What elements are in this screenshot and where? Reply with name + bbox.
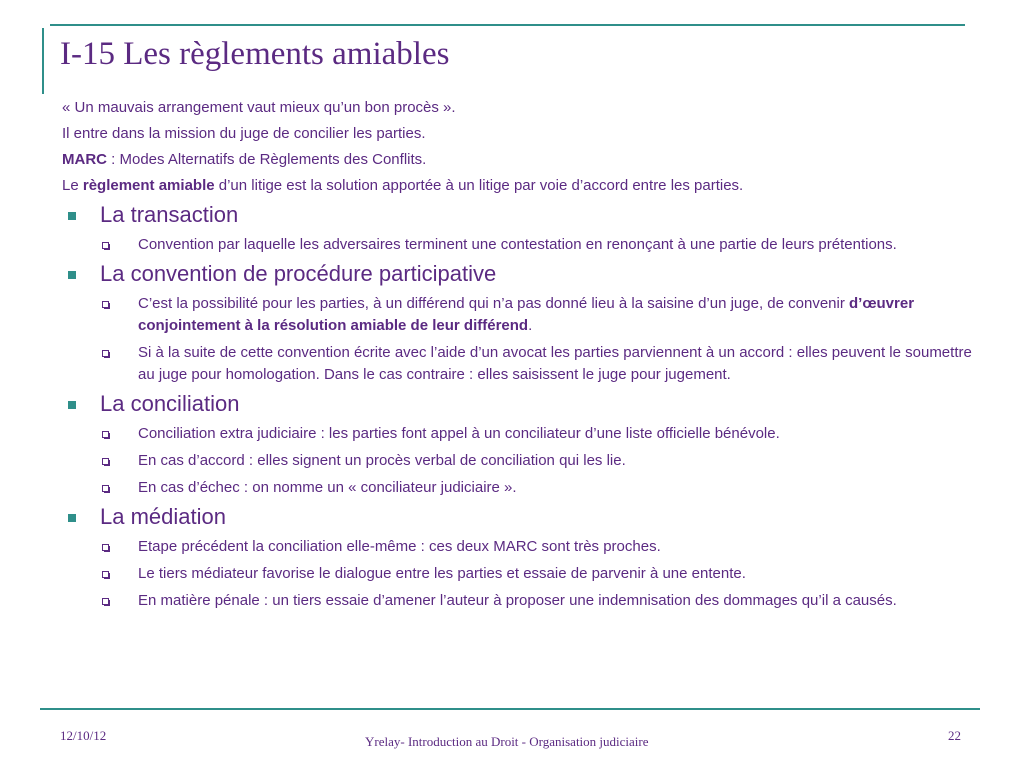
list-item bbox=[62, 477, 988, 499]
hollow-square-bullet-icon bbox=[102, 242, 109, 249]
marc-term: MARC bbox=[62, 151, 107, 168]
page-number: 22 bbox=[948, 728, 961, 743]
list-item-text: En cas d’accord : elles signent un procès verbal de conciliation qui les lie. bbox=[138, 452, 626, 469]
bottom-rule bbox=[40, 708, 980, 710]
list-item bbox=[62, 450, 988, 472]
section-heading bbox=[62, 202, 1002, 228]
list-item-text: Si à la suite de cette convention écrite avec l’aide d’un avocat les parties parviennent à un accord : elles peuvent le soumettre au juge pour homologation. Dans le cas contraire : elles saisissent le juge pour jugement. bbox=[138, 344, 972, 383]
list-item bbox=[62, 590, 988, 612]
square-bullet-icon bbox=[68, 401, 76, 409]
hollow-square-bullet-icon bbox=[102, 485, 109, 492]
intro-line bbox=[62, 150, 1002, 169]
hollow-square-bullet-icon bbox=[102, 571, 109, 578]
list-item-text: En cas d’échec : on nomme un « conciliateur judiciaire ». bbox=[138, 479, 517, 496]
reglement-term: règlement amiable bbox=[82, 177, 215, 194]
section-heading bbox=[62, 391, 1002, 417]
emphasis-text: d’œuvrer conjointement à la résolution amiable de leur différend bbox=[138, 295, 915, 334]
list-item bbox=[62, 293, 988, 337]
list-item bbox=[62, 423, 988, 445]
list-item-text: . bbox=[528, 317, 533, 334]
hollow-square-bullet-icon bbox=[102, 431, 109, 438]
section-heading bbox=[62, 504, 1002, 530]
section-heading-text: La convention de procédure participative bbox=[100, 261, 497, 286]
hollow-square-bullet-icon bbox=[102, 544, 109, 551]
hollow-square-bullet-icon bbox=[102, 598, 109, 605]
list-item-text: Conciliation extra judiciaire : les parties font appel à un conciliateur d’une liste officielle bénévole. bbox=[138, 425, 780, 442]
list-item bbox=[62, 234, 988, 256]
list-item-text: C’est la possibilité pour les parties, à un différend qui n’a pas donné lieu à la saisine d’un juge, de convenir bbox=[138, 295, 850, 312]
hollow-square-bullet-icon bbox=[102, 458, 109, 465]
section-heading-text: La conciliation bbox=[100, 391, 240, 416]
slide-title: I-15 Les règlements amiables bbox=[60, 36, 450, 72]
square-bullet-icon bbox=[68, 271, 76, 279]
list-item-text: Convention par laquelle les adversaires terminent une contestation en renonçant à une partie de leurs prétentions. bbox=[138, 236, 897, 253]
list-item-text: En matière pénale : un tiers essaie d’amener l’auteur à proposer une indemnisation des dommages qu’il a causés. bbox=[138, 592, 897, 609]
intro-line: « Un mauvais arrangement vaut mieux qu’un bon procès ». bbox=[62, 99, 456, 116]
section-heading bbox=[62, 261, 1002, 287]
intro-line: Il entre dans la mission du juge de concilier les parties. bbox=[62, 125, 426, 142]
list-item-text: Etape précédent la conciliation elle-même : ces deux MARC sont très proches. bbox=[138, 538, 661, 555]
text-fragment: Le bbox=[62, 177, 83, 194]
list-item bbox=[62, 342, 988, 386]
list-item bbox=[62, 563, 988, 585]
section-heading-text: La médiation bbox=[100, 504, 226, 529]
top-rule bbox=[50, 24, 965, 26]
slide-body bbox=[62, 98, 1002, 617]
footer-title: Yrelay- Introduction au Droit - Organisation judiciaire bbox=[365, 734, 649, 749]
square-bullet-icon bbox=[68, 514, 76, 522]
section-heading-text: La transaction bbox=[100, 202, 239, 227]
left-rule bbox=[42, 28, 44, 94]
intro-line bbox=[62, 176, 1002, 195]
hollow-square-bullet-icon bbox=[102, 350, 109, 357]
reglement-definition: d’un litige est la solution apportée à un litige par voie d’accord entre les parties. bbox=[214, 177, 744, 194]
hollow-square-bullet-icon bbox=[102, 301, 109, 308]
square-bullet-icon bbox=[68, 212, 76, 220]
list-item-text: Le tiers médiateur favorise le dialogue entre les parties et essaie de parvenir à une entente. bbox=[138, 565, 746, 582]
list-item bbox=[62, 536, 988, 558]
marc-definition: : Modes Alternatifs de Règlements des Conflits. bbox=[107, 151, 427, 168]
footer-date: 12/10/12 bbox=[60, 728, 107, 743]
